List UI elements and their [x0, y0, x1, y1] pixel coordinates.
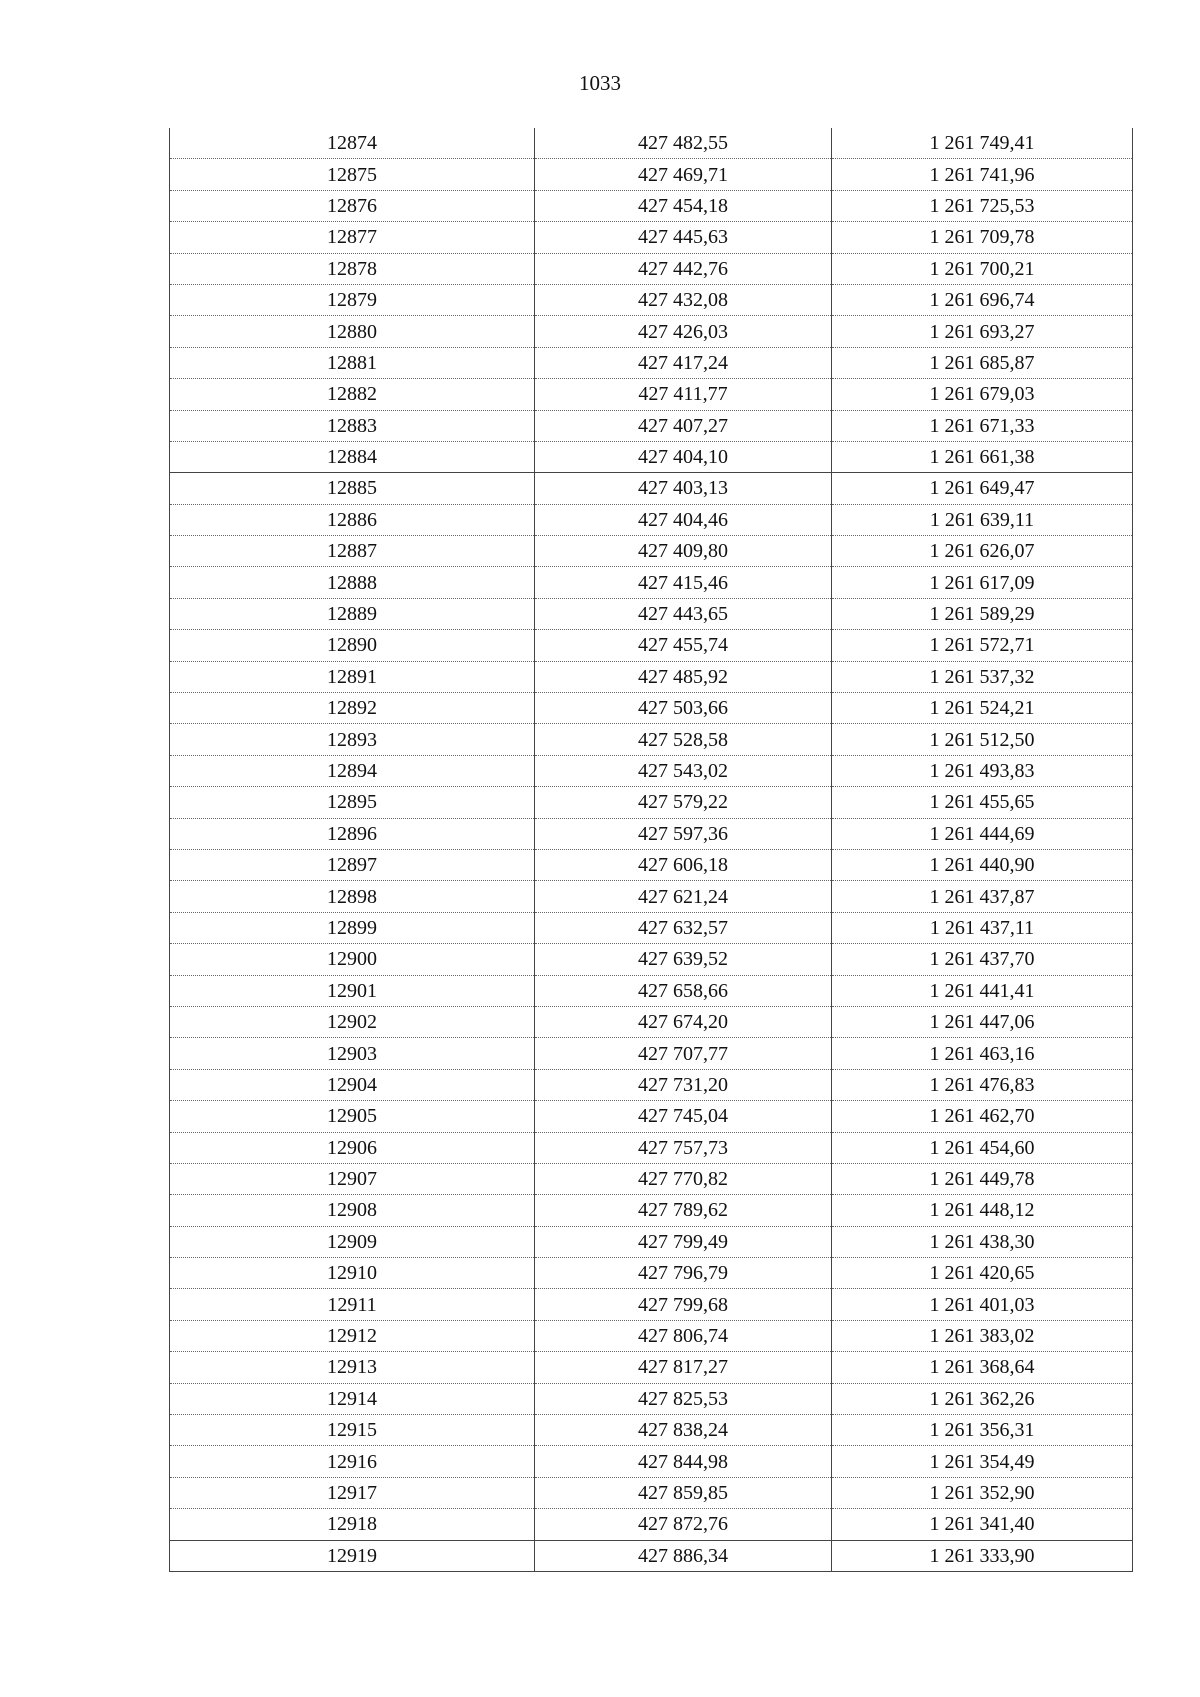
table-row	[170, 787, 1133, 818]
x-coordinate-cell: 427 469,71	[535, 159, 832, 190]
point-number-cell: 12887	[170, 536, 535, 567]
point-number-cell: 12874	[170, 128, 535, 159]
point-number-cell: 12905	[170, 1101, 535, 1132]
y-coordinate-cell: 1 261 444,69	[832, 818, 1133, 849]
table-row	[170, 316, 1133, 347]
x-coordinate-cell: 427 825,53	[535, 1383, 832, 1414]
point-number-cell: 12908	[170, 1195, 535, 1226]
x-coordinate-cell: 427 503,66	[535, 693, 832, 724]
point-number-cell: 12901	[170, 975, 535, 1006]
table-row	[170, 881, 1133, 912]
y-coordinate-cell: 1 261 440,90	[832, 849, 1133, 880]
y-coordinate-cell: 1 261 462,70	[832, 1101, 1133, 1132]
table-row	[170, 1226, 1133, 1257]
point-number-cell: 12903	[170, 1038, 535, 1069]
point-number-cell: 12916	[170, 1446, 535, 1477]
point-number-cell: 12889	[170, 598, 535, 629]
table-row	[170, 912, 1133, 943]
y-coordinate-cell: 1 261 679,03	[832, 379, 1133, 410]
y-coordinate-cell: 1 261 455,65	[832, 787, 1133, 818]
y-coordinate-cell: 1 261 401,03	[832, 1289, 1133, 1320]
x-coordinate-cell: 427 597,36	[535, 818, 832, 849]
table-row	[170, 1038, 1133, 1069]
point-number-cell: 12906	[170, 1132, 535, 1163]
table-row	[170, 1383, 1133, 1414]
point-number-cell: 12895	[170, 787, 535, 818]
x-coordinate-cell: 427 415,46	[535, 567, 832, 598]
table-row	[170, 975, 1133, 1006]
y-coordinate-cell: 1 261 741,96	[832, 159, 1133, 190]
y-coordinate-cell: 1 261 749,41	[832, 128, 1133, 159]
table-row	[170, 1258, 1133, 1289]
x-coordinate-cell: 427 482,55	[535, 128, 832, 159]
table-row	[170, 1509, 1133, 1540]
point-number-cell: 12912	[170, 1320, 535, 1351]
point-number-cell: 12882	[170, 379, 535, 410]
point-number-cell: 12915	[170, 1415, 535, 1446]
x-coordinate-cell: 427 404,46	[535, 504, 832, 535]
point-number-cell: 12900	[170, 944, 535, 975]
point-number-cell: 12907	[170, 1163, 535, 1194]
x-coordinate-cell: 427 799,68	[535, 1289, 832, 1320]
y-coordinate-cell: 1 261 356,31	[832, 1415, 1133, 1446]
x-coordinate-cell: 427 789,62	[535, 1195, 832, 1226]
table-row	[170, 1352, 1133, 1383]
y-coordinate-cell: 1 261 341,40	[832, 1509, 1133, 1540]
point-number-cell: 12878	[170, 253, 535, 284]
y-coordinate-cell: 1 261 725,53	[832, 190, 1133, 221]
x-coordinate-cell: 427 731,20	[535, 1069, 832, 1100]
point-number-cell: 12890	[170, 630, 535, 661]
y-coordinate-cell: 1 261 700,21	[832, 253, 1133, 284]
x-coordinate-cell: 427 674,20	[535, 1006, 832, 1037]
table-row	[170, 567, 1133, 598]
table-row	[170, 284, 1133, 315]
point-number-cell: 12913	[170, 1352, 535, 1383]
x-coordinate-cell: 427 621,24	[535, 881, 832, 912]
y-coordinate-cell: 1 261 437,11	[832, 912, 1133, 943]
table-row	[170, 347, 1133, 378]
table-row	[170, 441, 1133, 472]
table-row	[170, 1069, 1133, 1100]
y-coordinate-cell: 1 261 493,83	[832, 755, 1133, 786]
point-number-cell: 12891	[170, 661, 535, 692]
point-number-cell: 12898	[170, 881, 535, 912]
y-coordinate-cell: 1 261 524,21	[832, 693, 1133, 724]
x-coordinate-cell: 427 707,77	[535, 1038, 832, 1069]
page-number: 1033	[579, 71, 621, 95]
y-coordinate-cell: 1 261 572,71	[832, 630, 1133, 661]
x-coordinate-cell: 427 757,73	[535, 1132, 832, 1163]
x-coordinate-cell: 427 454,18	[535, 190, 832, 221]
x-coordinate-cell: 427 485,92	[535, 661, 832, 692]
table-row	[170, 1006, 1133, 1037]
y-coordinate-cell: 1 261 383,02	[832, 1320, 1133, 1351]
table-row	[170, 1446, 1133, 1477]
y-coordinate-cell: 1 261 352,90	[832, 1477, 1133, 1508]
y-coordinate-cell: 1 261 449,78	[832, 1163, 1133, 1194]
y-coordinate-cell: 1 261 693,27	[832, 316, 1133, 347]
table-row	[170, 128, 1133, 159]
point-number-cell: 12877	[170, 222, 535, 253]
y-coordinate-cell: 1 261 671,33	[832, 410, 1133, 441]
table-row	[170, 222, 1133, 253]
point-number-cell: 12914	[170, 1383, 535, 1414]
y-coordinate-cell: 1 261 362,26	[832, 1383, 1133, 1414]
x-coordinate-cell: 427 543,02	[535, 755, 832, 786]
y-coordinate-cell: 1 261 420,65	[832, 1258, 1133, 1289]
table-row	[170, 693, 1133, 724]
x-coordinate-cell: 427 403,13	[535, 473, 832, 504]
x-coordinate-cell: 427 859,85	[535, 1477, 832, 1508]
table-row	[170, 849, 1133, 880]
y-coordinate-cell: 1 261 454,60	[832, 1132, 1133, 1163]
x-coordinate-cell: 427 745,04	[535, 1101, 832, 1132]
point-number-cell: 12897	[170, 849, 535, 880]
table-row	[170, 1415, 1133, 1446]
table-row	[170, 1540, 1133, 1571]
table-row	[170, 661, 1133, 692]
table-row	[170, 190, 1133, 221]
x-coordinate-cell: 427 886,34	[535, 1540, 832, 1571]
table-row	[170, 598, 1133, 629]
y-coordinate-cell: 1 261 639,11	[832, 504, 1133, 535]
table-row	[170, 1163, 1133, 1194]
point-number-cell: 12911	[170, 1289, 535, 1320]
table-row	[170, 944, 1133, 975]
x-coordinate-cell: 427 443,65	[535, 598, 832, 629]
x-coordinate-cell: 427 838,24	[535, 1415, 832, 1446]
x-coordinate-cell: 427 796,79	[535, 1258, 832, 1289]
x-coordinate-cell: 427 872,76	[535, 1509, 832, 1540]
table-row	[170, 1195, 1133, 1226]
y-coordinate-cell: 1 261 448,12	[832, 1195, 1133, 1226]
x-coordinate-cell: 427 409,80	[535, 536, 832, 567]
table-row	[170, 818, 1133, 849]
y-coordinate-cell: 1 261 437,70	[832, 944, 1133, 975]
table-row	[170, 410, 1133, 441]
table-row	[170, 1477, 1133, 1508]
x-coordinate-cell: 427 455,74	[535, 630, 832, 661]
table-row	[170, 159, 1133, 190]
x-coordinate-cell: 427 639,52	[535, 944, 832, 975]
x-coordinate-cell: 427 411,77	[535, 379, 832, 410]
y-coordinate-cell: 1 261 649,47	[832, 473, 1133, 504]
point-number-cell: 12893	[170, 724, 535, 755]
x-coordinate-cell: 427 417,24	[535, 347, 832, 378]
coordinates-table	[169, 128, 1133, 1572]
table-row	[170, 1289, 1133, 1320]
x-coordinate-cell: 427 658,66	[535, 975, 832, 1006]
x-coordinate-cell: 427 606,18	[535, 849, 832, 880]
y-coordinate-cell: 1 261 589,29	[832, 598, 1133, 629]
table-row	[170, 724, 1133, 755]
point-number-cell: 12902	[170, 1006, 535, 1037]
point-number-cell: 12886	[170, 504, 535, 535]
point-number-cell: 12896	[170, 818, 535, 849]
point-number-cell: 12883	[170, 410, 535, 441]
point-number-cell: 12909	[170, 1226, 535, 1257]
point-number-cell: 12880	[170, 316, 535, 347]
table-row	[170, 755, 1133, 786]
point-number-cell: 12892	[170, 693, 535, 724]
point-number-cell: 12894	[170, 755, 535, 786]
point-number-cell: 12904	[170, 1069, 535, 1100]
table-row	[170, 253, 1133, 284]
table-row	[170, 504, 1133, 535]
point-number-cell: 12917	[170, 1477, 535, 1508]
y-coordinate-cell: 1 261 512,50	[832, 724, 1133, 755]
y-coordinate-cell: 1 261 463,16	[832, 1038, 1133, 1069]
x-coordinate-cell: 427 844,98	[535, 1446, 832, 1477]
x-coordinate-cell: 427 404,10	[535, 441, 832, 472]
x-coordinate-cell: 427 579,22	[535, 787, 832, 818]
x-coordinate-cell: 427 799,49	[535, 1226, 832, 1257]
table-row	[170, 536, 1133, 567]
point-number-cell: 12888	[170, 567, 535, 598]
point-number-cell: 12881	[170, 347, 535, 378]
y-coordinate-cell: 1 261 438,30	[832, 1226, 1133, 1257]
point-number-cell: 12910	[170, 1258, 535, 1289]
x-coordinate-cell: 427 442,76	[535, 253, 832, 284]
point-number-cell: 12876	[170, 190, 535, 221]
table-row	[170, 1320, 1133, 1351]
point-number-cell: 12879	[170, 284, 535, 315]
y-coordinate-cell: 1 261 661,38	[832, 441, 1133, 472]
x-coordinate-cell: 427 770,82	[535, 1163, 832, 1194]
x-coordinate-cell: 427 407,27	[535, 410, 832, 441]
y-coordinate-cell: 1 261 333,90	[832, 1540, 1133, 1571]
point-number-cell: 12899	[170, 912, 535, 943]
point-number-cell: 12919	[170, 1540, 535, 1571]
point-number-cell: 12885	[170, 473, 535, 504]
table-row	[170, 630, 1133, 661]
table-row	[170, 1101, 1133, 1132]
x-coordinate-cell: 427 528,58	[535, 724, 832, 755]
x-coordinate-cell: 427 806,74	[535, 1320, 832, 1351]
point-number-cell: 12875	[170, 159, 535, 190]
point-number-cell: 12918	[170, 1509, 535, 1540]
y-coordinate-cell: 1 261 626,07	[832, 536, 1133, 567]
y-coordinate-cell: 1 261 354,49	[832, 1446, 1133, 1477]
y-coordinate-cell: 1 261 537,32	[832, 661, 1133, 692]
y-coordinate-cell: 1 261 696,74	[832, 284, 1133, 315]
table-row	[170, 1132, 1133, 1163]
x-coordinate-cell: 427 432,08	[535, 284, 832, 315]
y-coordinate-cell: 1 261 617,09	[832, 567, 1133, 598]
y-coordinate-cell: 1 261 437,87	[832, 881, 1133, 912]
x-coordinate-cell: 427 445,63	[535, 222, 832, 253]
point-number-cell: 12884	[170, 441, 535, 472]
y-coordinate-cell: 1 261 709,78	[832, 222, 1133, 253]
y-coordinate-cell: 1 261 368,64	[832, 1352, 1133, 1383]
coordinates-table-body	[170, 128, 1133, 1571]
y-coordinate-cell: 1 261 476,83	[832, 1069, 1133, 1100]
x-coordinate-cell: 427 426,03	[535, 316, 832, 347]
y-coordinate-cell: 1 261 447,06	[832, 1006, 1133, 1037]
x-coordinate-cell: 427 632,57	[535, 912, 832, 943]
y-coordinate-cell: 1 261 685,87	[832, 347, 1133, 378]
x-coordinate-cell: 427 817,27	[535, 1352, 832, 1383]
y-coordinate-cell: 1 261 441,41	[832, 975, 1133, 1006]
table-row	[170, 473, 1133, 504]
table-row	[170, 379, 1133, 410]
